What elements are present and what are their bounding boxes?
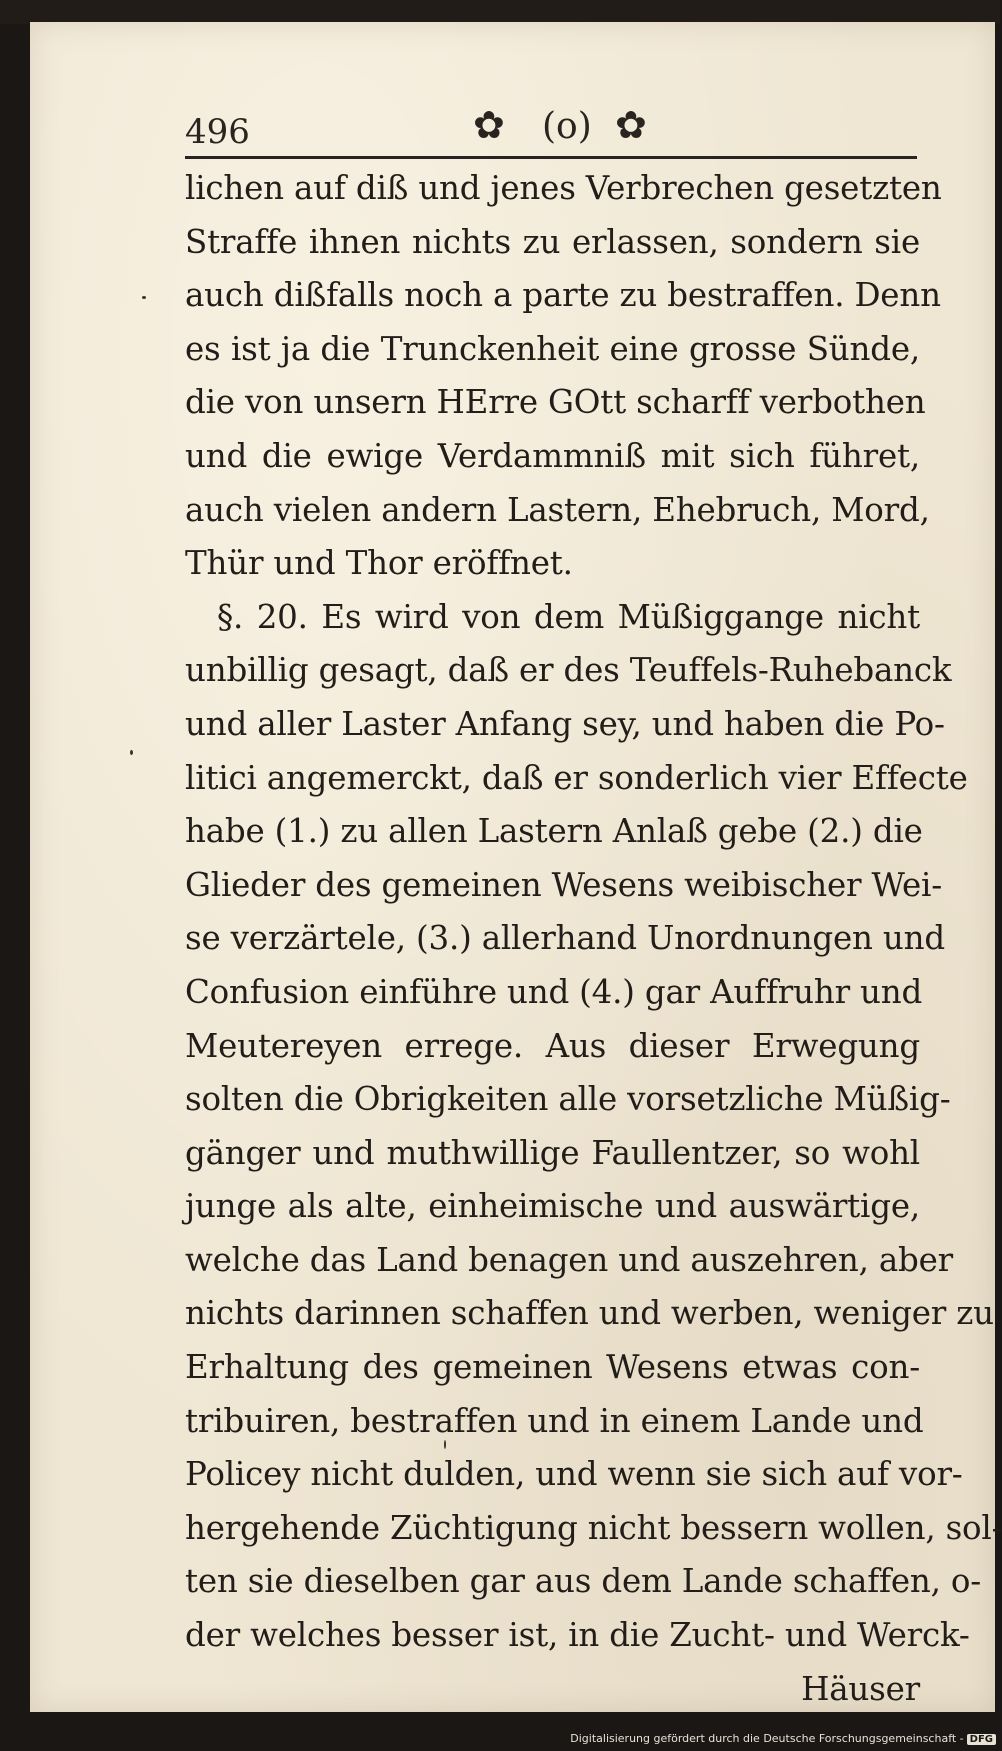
text-line: Thür und Thor eröffnet. xyxy=(185,544,573,583)
text-line: der welches besser ist, in die Zucht- und Werck- xyxy=(185,1616,970,1655)
text-line: habe (1.) zu allen Lastern Anlaß gebe (2.) die xyxy=(185,812,923,851)
header-center-mark: (o) xyxy=(542,106,592,147)
text-line: Meutereyen errege. Aus dieser Erwegung xyxy=(185,1026,920,1065)
scan-top-edge xyxy=(0,0,1000,24)
text-line: litici angemerckt, daß er sonderlich vier Effecte xyxy=(185,758,968,797)
text-line: und aller Laster Anfang sey, und haben die Po- xyxy=(185,704,945,743)
rosette-ornament-icon: ✿ xyxy=(615,103,647,147)
text-line: Policey nicht dulden, und wenn sie sich auf vor- xyxy=(185,1455,963,1494)
text-line: unbillig gesagt, daß er des Teuffels-Ruhebanck xyxy=(185,651,952,690)
text-line: ten sie dieselben gar aus dem Lande schaffen, o- xyxy=(185,1562,982,1601)
text-line: Glieder des gemeinen Wesens weibischer Wei- xyxy=(185,865,943,904)
text-line: tribuiren, bestraffen und in einem Lande und xyxy=(185,1401,924,1440)
text-line: gänger und muthwillige Faullentzer, so wohl xyxy=(185,1133,920,1172)
text-line: auch vielen andern Lastern, Ehebruch, Mord, xyxy=(185,490,930,529)
text-line: und die ewige Verdammniß mit sich führet, xyxy=(185,436,920,475)
page-number: 496 xyxy=(185,112,250,152)
digitization-credit xyxy=(0,1732,996,1745)
text-line: hergehende Züchtigung nicht bessern wollen, sol- xyxy=(185,1508,1002,1547)
header-rule xyxy=(185,156,917,159)
catchword: Häuser xyxy=(801,1669,920,1708)
body-text xyxy=(185,162,1002,1716)
ink-speck xyxy=(142,296,146,299)
text-line: auch dißfalls noch a parte zu bestraffen. Denn xyxy=(185,276,941,315)
text-line: nichts darinnen schaffen und werben, weniger zu xyxy=(185,1294,994,1333)
text-line: Erhaltung des gemeinen Wesens etwas con- xyxy=(185,1348,920,1387)
page-header xyxy=(185,98,917,158)
text-line: es ist ja die Trunckenheit eine grosse Sünde, xyxy=(185,329,920,368)
paragraph-start-line: §. 20. Es wird von dem Müßiggange nicht xyxy=(217,597,920,636)
dfg-logo-icon: DFG xyxy=(967,1734,996,1745)
text-line: welche das Land benagen und auszehren, aber xyxy=(185,1240,953,1279)
text-line: lichen auf diß und jenes Verbrechen gesetzten xyxy=(185,169,942,207)
rosette-ornament-icon: ✿ xyxy=(473,103,505,147)
text-line: solten die Obrigkeiten alle vorsetzliche Müßig- xyxy=(185,1080,951,1119)
ink-speck xyxy=(130,750,133,755)
text-line: se verzärtele, (3.) allerhand Unordnungen und xyxy=(185,919,945,958)
text-line: Confusion einführe und (4.) gar Auffruhr und xyxy=(185,972,923,1011)
text-line: Straffe ihnen nichts zu erlassen, sondern sie xyxy=(185,222,920,261)
text-line: die von unsern HErre GOtt scharff verbothen xyxy=(185,383,926,422)
text-line: junge als alte, einheimische und auswärtige, xyxy=(185,1187,920,1226)
credit-text: Digitalisierung gefördert durch die Deutsche Forschungsgemeinschaft - xyxy=(570,1732,964,1745)
